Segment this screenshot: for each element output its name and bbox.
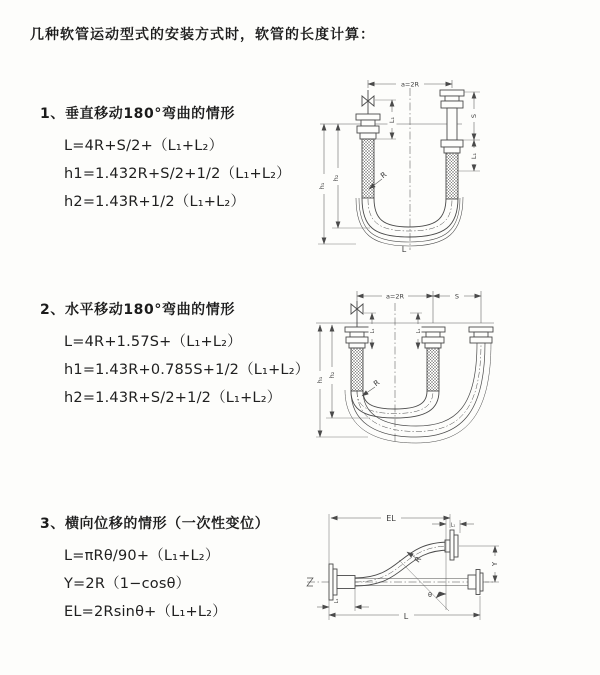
dim-label-s: S bbox=[470, 113, 478, 119]
middle-braided-hose bbox=[427, 348, 439, 391]
dimension-lines bbox=[317, 514, 499, 620]
formula-line: L=4R+1.57S+（L₁+L₂） bbox=[64, 334, 242, 350]
formula-line: h2=1.43R+1/2（L₁+L₂） bbox=[64, 194, 246, 210]
dim-label-a2r: a=2R bbox=[400, 80, 420, 89]
hose-u-bend bbox=[356, 197, 463, 246]
dim-label-h2: h₂ bbox=[328, 371, 336, 379]
original-end-flange bbox=[468, 570, 483, 595]
left-pipe-fitting bbox=[345, 327, 369, 348]
dim-label-s: S bbox=[454, 292, 460, 301]
dim-label-el: EL bbox=[386, 514, 396, 523]
formula-line: h1=1.432R+S/2+1/2（L₁+L₂） bbox=[64, 166, 291, 182]
dim-label-l1-left: L₁ bbox=[334, 598, 340, 604]
right-pipe-fitting bbox=[440, 90, 464, 153]
formula-line: h2=1.43R+S/2+1/2（L₁+L₂） bbox=[64, 390, 282, 406]
diagram-lateral-displacement bbox=[303, 502, 599, 643]
angle-theta-label: θ bbox=[428, 591, 432, 599]
section-2-heading: 2、水平移动180°弯曲的情形 bbox=[40, 302, 235, 318]
dim-label-a2r: a=2R bbox=[385, 292, 405, 301]
dim-label-l: L bbox=[401, 245, 407, 254]
dim-label-l1-right: L₁ bbox=[450, 522, 456, 529]
page-title: 几种软管运动型式的安装方式时，软管的长度计算： bbox=[30, 27, 375, 43]
dimension-lines bbox=[316, 291, 481, 437]
right-braided-hose bbox=[446, 153, 458, 199]
dim-label-l: L bbox=[403, 612, 409, 621]
dim-label-h1: h₁ bbox=[318, 182, 326, 190]
left-flange bbox=[329, 564, 355, 600]
dim-label-y: Y bbox=[491, 561, 499, 567]
construction-lines bbox=[399, 520, 449, 611]
middle-pipe-fitting bbox=[421, 327, 445, 348]
radius-label: R bbox=[412, 554, 424, 565]
dim-label-l1-mid: L₁ bbox=[416, 328, 422, 334]
section-1-heading: 1、垂直移动180°弯曲的情形 bbox=[40, 106, 235, 122]
dim-label-h2: h₂ bbox=[332, 174, 340, 182]
hose-u-bend-positions bbox=[345, 343, 491, 443]
radius-label: R bbox=[371, 377, 382, 389]
displaced-end-flange bbox=[445, 530, 458, 560]
formula-line: Y=2R（1−cosθ） bbox=[64, 576, 191, 592]
diagram-horizontal-180 bbox=[312, 283, 514, 449]
section-3-heading: 3、横向位移的情形（一次性变位） bbox=[40, 516, 270, 532]
left-braided-hose bbox=[362, 139, 374, 198]
formula-line: h1=1.43R+0.785S+1/2（L₁+L₂） bbox=[64, 362, 310, 378]
moved-pipe-fitting bbox=[469, 327, 493, 343]
dim-label-l1-left: L₁ bbox=[370, 328, 376, 334]
diagram-vertical-180 bbox=[312, 76, 498, 254]
formula-line: L=4R+S/2+（L₁+L₂） bbox=[64, 138, 224, 154]
formula-line: L=πRθ/90+（L₁+L₂） bbox=[64, 548, 220, 564]
dim-label-l1-right: L₁ bbox=[470, 152, 478, 160]
dim-label-h1: h₁ bbox=[316, 376, 324, 384]
valve-icon bbox=[362, 90, 374, 114]
left-pipe-fitting bbox=[356, 114, 380, 139]
formula-line: EL=2Rsinθ+（L₁+L₂） bbox=[64, 604, 227, 620]
radius-label: R bbox=[378, 169, 389, 181]
s-curve-hose bbox=[355, 542, 450, 586]
left-braided-hose bbox=[351, 348, 363, 391]
dim-label-l1-left: L₁ bbox=[388, 116, 396, 124]
